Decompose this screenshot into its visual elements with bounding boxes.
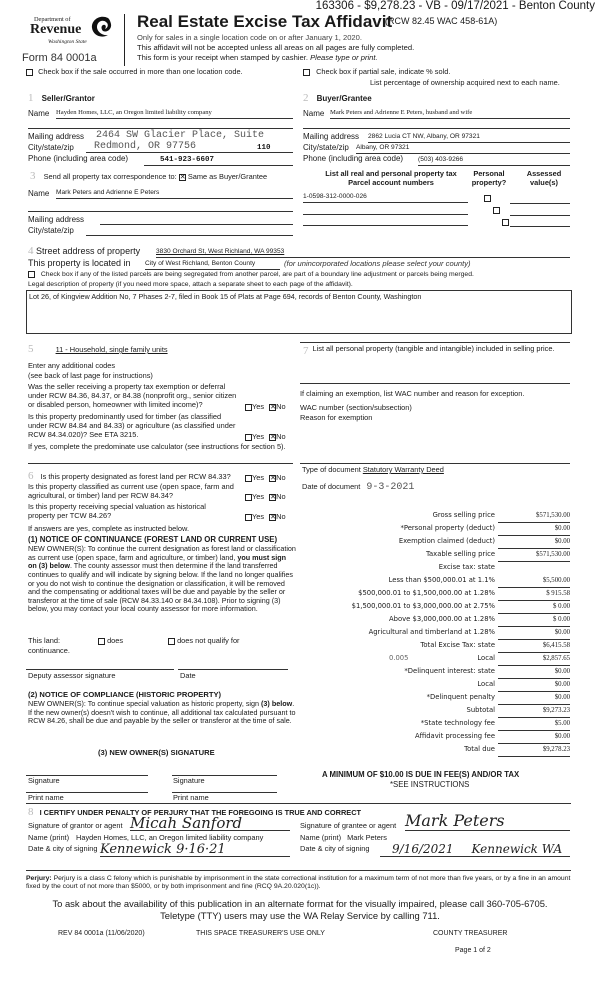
calc-label: *Delinquent penalty [426, 693, 495, 701]
section-number-3: 3 [30, 170, 36, 182]
form-revision: REV 84 0001a (11/06/2020) [58, 930, 145, 937]
does-not-qualify-checkbox[interactable] [168, 638, 175, 645]
personal-col-header-2: property? [471, 177, 507, 187]
timber-no-checkbox[interactable] [269, 434, 276, 441]
continuance-label: continuance. [28, 646, 70, 655]
notice-compliance-c: . If the new owner(s) doesn't wish to continue, all additional tax calculated pursuant to RCW 84.26, shall be due and payable by the seller or transferor at the time of sale. [28, 699, 296, 726]
assessed-col-header [515, 170, 573, 188]
perjury-text: Perjury is a class C felony which is punishable by imprisonment in the state correctional institution for a maximum term of not more than five years, or by a fine in an amount fixed by the court of not more than $5000, or by both imprisonment and fine (RCQ 9A.20.020(1c)). [26, 875, 571, 891]
exemption-reason-label: Reason for exemption [300, 413, 373, 422]
deputy-date-label: Date [180, 671, 196, 680]
calc-value[interactable]: $0.00 [554, 538, 570, 545]
personal-property-checkbox-2[interactable] [493, 207, 500, 214]
current-use-question: Is this property classified as current use (open space, farm and agricultural, or timber) land per RCW 84.34? [28, 482, 234, 500]
calc-value[interactable]: $5,500.00 [542, 577, 570, 584]
parcel-col-header [316, 170, 466, 188]
calc-row-tech-fee [300, 718, 600, 731]
assessed-value-2[interactable] [510, 215, 570, 216]
recording-stamp: 163306 - $9,278.23 - VB - 09/17/2021 - Benton County [315, 0, 595, 12]
document-type-value[interactable]: Statutory Warranty Deed [362, 465, 444, 474]
calc-label: Total due [464, 745, 495, 753]
calc-value[interactable]: $0.00 [554, 694, 570, 701]
street-address-field[interactable] [156, 248, 570, 258]
yes-label: Yes [252, 473, 265, 482]
calc-row-gross [300, 510, 600, 523]
correspondence-name-line2 [28, 211, 293, 212]
partial-sale-label: Check box if partial sale, indicate % sold. [316, 67, 451, 76]
forest-land-question: Is this property designated as forest land per RCW 84.33? [40, 472, 231, 481]
parcel-col-header-1: List all real and personal property tax [325, 169, 457, 178]
calc-row-delinquent-state [300, 666, 600, 679]
calc-value[interactable]: $9,278.23 [542, 746, 570, 753]
personal-property-checkbox-3[interactable] [502, 219, 509, 226]
legal-description-label: Legal description of property (if you need more space, attach a separate sheet to each page of the affidavit). [28, 281, 353, 288]
seller-mailing-label: Mailing address [28, 132, 85, 141]
page-indicator: Page 1 of 2 [455, 947, 491, 954]
notice-continuance-a: NEW OWNER(S): To continue the current designation as forest land or classification as current use (open space, farm and agriculture, or timber) land, [28, 544, 296, 562]
calc-row-total-state [300, 640, 600, 653]
historical-question: Is this property receiving special valuation as historical property per TCW 84.26? [28, 502, 206, 520]
correspondence-row [30, 170, 267, 183]
multi-location-label: Check box if the sale occurred in more than one location code. [38, 67, 243, 76]
timber-yes-checkbox[interactable] [245, 434, 252, 441]
calc-value[interactable]: $ 0.00 [553, 616, 570, 623]
tty-notice: Teletype (TTY) users may use the WA Relay Service by calling 711. [160, 910, 440, 921]
calc-label: Above $3,000,000.00 at 1.28% [389, 615, 495, 623]
current-use-yes-checkbox[interactable] [245, 494, 252, 501]
calc-label: $500,000.01 to $1,500,000.00 at 1.28% [358, 589, 495, 597]
seller-phone-label: Phone (including area code) [28, 154, 129, 163]
grantee-name-label: Name (print) [300, 833, 342, 842]
section-number-7: 7 [303, 345, 309, 357]
calc-row-local [300, 653, 600, 666]
document-type-label: Type of document [302, 465, 361, 474]
calc-value[interactable]: $0.00 [554, 525, 570, 532]
calc-label: Total Excise Tax: state [420, 641, 495, 649]
section7-top-divider [300, 342, 570, 343]
calc-value[interactable]: $ 915.58 [546, 590, 570, 597]
does-not-qualify-row [168, 637, 240, 646]
buyer-city-label: City/state/zip [303, 143, 349, 152]
street-address-row [28, 245, 140, 258]
no-label: No [276, 402, 286, 411]
grantee-city-value: Kennewick WA [471, 842, 563, 856]
logo-revenue: Revenue [30, 22, 82, 37]
exemption-question: Was the seller receiving a property tax exemption or deferral under RCW 84.36, 84.37, or 84.38 (nonprofit org., senior citizen or disabled person, homeowner with limited income)? [28, 382, 237, 409]
calc-label: Local [477, 680, 495, 688]
personal-property-field[interactable] [300, 383, 570, 384]
yes-label: Yes [252, 432, 265, 441]
forest-no-checkbox[interactable] [269, 475, 276, 482]
title-citation: (RCW 82.45 WAC 458-61A) [385, 16, 498, 26]
historical-yes-checkbox[interactable] [245, 514, 252, 521]
print-name-label-2: Print name [173, 793, 209, 802]
calc-value[interactable]: $571,530.00 [536, 512, 570, 519]
historical-no-checkbox[interactable] [269, 514, 276, 521]
notice-continuance-title: (1) NOTICE OF CONTINUANCE (FOREST LAND OR CURRENT USE) [28, 535, 278, 544]
notice-continuance-c: . The county assessor must then determine if the land transferred continues to qualify and will indicate by signing below. If the land no longer qualifies or you do not wish to continue the designation or classification, it will be removed and the compensating or additional taxes will be due and payable by the seller or transferor at the time of sale (RCW 84.33.140 or 84.34.108). Prior to signing (3) below, you may contact your local county assessor for more information. [28, 561, 293, 614]
calc-value[interactable]: $5.00 [554, 720, 570, 727]
multi-location-check-row [26, 68, 243, 77]
calc-row-tier2 [300, 588, 600, 601]
minimum-due-notice: A MINIMUM OF $10.00 IS DUE IN FEE(S) AND/OR TAX [322, 770, 520, 779]
calc-label: *State technology fee [420, 719, 495, 727]
calc-label: Less than $500,000.01 at 1.1% [388, 576, 495, 584]
multi-location-checkbox[interactable] [26, 69, 33, 76]
correspondence-label: Send all property tax correspondence to: [43, 172, 177, 181]
parcel-number-2[interactable] [303, 214, 468, 215]
treasurer-use-label: THIS SPACE TREASURER'S USE ONLY [196, 930, 325, 937]
located-in-label: This property is located in [28, 258, 131, 268]
signature-label-2: Signature [173, 776, 205, 785]
predominate-use-note: If yes, complete the predominate use calculator (see instructions for section 5). [28, 442, 286, 451]
new-owner-signature-title: (3) NEW OWNER(S) SIGNATURE [98, 748, 215, 757]
grantor-name-value[interactable]: Hayden Homes, LLC, an Oregon limited liability company [76, 833, 264, 842]
assessed-col-header-2: value(s) [530, 177, 558, 187]
calc-row-taxable [300, 549, 600, 562]
answers-yes-note: If answers are yes, complete as instructed below. [28, 524, 190, 533]
calc-value[interactable]: $0.00 [554, 629, 570, 636]
personal-property-checkbox-1[interactable] [484, 195, 491, 202]
page-title: Real Estate Excise Tax Affidavit [137, 12, 393, 31]
buyer-name-line2 [303, 128, 570, 129]
calc-value[interactable]: $6,415.58 [542, 642, 570, 649]
calc-value[interactable]: $571,530.00 [536, 551, 570, 558]
print-name-label-1: Print name [28, 793, 64, 802]
calc-value[interactable]: $9,273.23 [542, 707, 570, 714]
calc-label: *Delinquent interest: state [404, 667, 495, 675]
calc-value[interactable]: $0.00 [554, 733, 570, 740]
no-label: No [276, 432, 286, 441]
logo-state: Washington State [48, 39, 87, 45]
calc-label: Exemption claimed (deduct) [398, 537, 495, 545]
same-as-buyer-checkbox[interactable] [179, 174, 186, 181]
deputy-signature-line[interactable] [26, 669, 174, 670]
seller-city-value: Redmond, OR 97756 [94, 141, 197, 152]
does-qualify-row [98, 637, 123, 646]
street-address-value: 3830 Orchard St, West Richland, WA 99353 [156, 248, 285, 255]
this-land-label: This land: [28, 636, 61, 645]
calc-value[interactable]: $ 0.00 [553, 603, 570, 610]
calc-row-personal [300, 523, 600, 536]
partial-sale-check-row [303, 68, 450, 77]
seller-name-field[interactable]: Hayden Homes, LLC, an Oregon limited liability company [56, 109, 293, 119]
deputy-date-line[interactable] [178, 669, 288, 670]
historical-yes-no [245, 513, 286, 522]
grantor-date-city-field[interactable]: Kennewick 9·16·21 [100, 843, 290, 857]
grantee-name-row [300, 834, 387, 843]
yes-label: Yes [252, 512, 265, 521]
county-treasurer-label: COUNTY TREASURER [433, 930, 508, 937]
personal-property-row [303, 345, 565, 358]
notice-continuance-b: you must sign on (3) below [28, 552, 287, 571]
deputy-signature-label: Deputy assessor signature [28, 671, 116, 680]
legal-description-box[interactable]: Lot 26, of Kingview Addition No, 7 Phases 2-7, filed in Book 15 of Plats at Page 694, records of Benton County, Washington [26, 290, 572, 334]
parcel-number-1[interactable]: 1-0598-312-0000-026 [303, 193, 468, 203]
calc-row-tier1 [300, 575, 600, 588]
document-date-label: Date of document [302, 482, 361, 491]
document-date-value[interactable]: 9-3-2021 [366, 482, 415, 493]
calc-label: Local [477, 654, 495, 662]
calc-label: *Personal property (deduct) [400, 524, 495, 532]
buyer-mailing-label: Mailing address [303, 132, 360, 141]
signature-label-1: Signature [28, 776, 60, 785]
buyer-mailing-field[interactable]: 2862 Lucia CT NW, Albany, OR 97321 [368, 133, 570, 143]
timber-question: Is this property predominantly used for timber (as classified under RCW 84.84 and 84.33) or agriculture (as classified under RCW 84.34.020)? See ETA 3215. [28, 412, 236, 439]
assessed-value-3[interactable] [510, 226, 570, 227]
no-label: No [276, 473, 286, 482]
correspondence-name-label: Name [28, 189, 50, 198]
segregated-row [28, 271, 474, 279]
seller-section [28, 92, 95, 105]
perjury-notice [26, 875, 571, 891]
buyer-phone-label: Phone (including area code) [303, 154, 404, 163]
section-number-6: 6 [28, 470, 34, 482]
calc-label: Excise tax: state [438, 563, 495, 571]
seller-city-label: City/state/zip [28, 143, 74, 152]
receipt-text: This form is your receipt when stamped by cashier. [137, 53, 308, 62]
buyer-section [303, 92, 372, 105]
buyer-heading: Buyer/Grantee [316, 94, 372, 103]
calc-row-exemption [300, 536, 600, 549]
grantor-signature-label: Signature of grantor or agent [28, 821, 123, 830]
seller-name-line2 [28, 128, 293, 129]
calc-value[interactable]: $2,857.65 [542, 655, 570, 662]
grantor-signature-field[interactable]: Micah Sanford [130, 815, 290, 831]
same-as-buyer-label: Same as Buyer/Grantee [187, 172, 268, 181]
grantee-date-city-field[interactable] [380, 842, 570, 857]
exemption-yes-no [245, 403, 286, 412]
form-number: Form 84 0001a [22, 52, 97, 64]
section-number-4: 4 [28, 245, 34, 257]
notice-compliance-a: NEW OWNER(S): To continue special valuation as historic property, sign [28, 699, 260, 708]
forest-yes-checkbox[interactable] [245, 475, 252, 482]
forest-yes-no [245, 474, 286, 483]
additional-codes-label: Enter any additional codes [28, 361, 116, 370]
timber-yes-no [245, 433, 286, 442]
calc-label: Taxable selling price [425, 550, 495, 558]
grantor-date-label: Date & city of signing [28, 844, 98, 853]
notice-compliance-text [28, 700, 296, 726]
grantee-name-value[interactable]: Mark Peters [347, 833, 387, 842]
current-use-no-checkbox[interactable] [269, 494, 276, 501]
document-date-row [302, 482, 414, 494]
perjury-label: Perjury: [26, 875, 52, 882]
correspondence-mailing-label: Mailing address [28, 215, 85, 224]
header-line-1: Only for sales in a single location code on or after January 1, 2020. [137, 33, 362, 42]
seller-phone-field[interactable]: 541-923-6607 [144, 156, 293, 166]
located-in-select[interactable]: City of West Richland, Benton County [145, 260, 280, 270]
exemption-yes-checkbox[interactable] [245, 404, 252, 411]
dor-swirl-logo-icon [88, 14, 114, 40]
use-code-value[interactable]: 11 - Household, single family units [55, 345, 168, 354]
calc-row-agricultural [300, 627, 600, 640]
does-not-label: does not qualify for [177, 636, 240, 645]
section-number-8: 8 [28, 806, 34, 818]
yes-label: Yes [252, 402, 265, 411]
assessed-col-header-1: Assessed [526, 169, 562, 178]
seller-heading: Seller/Grantor [41, 94, 95, 103]
section-number-5: 5 [28, 343, 34, 355]
header-line-2: This affidavit will not be accepted unless all areas on all pages are fully completed. [137, 43, 415, 52]
segregated-label: Check box if any of the listed parcels are being segregated from another parcel, are part of a boundary line adjustment or parcels being merged. [40, 271, 474, 279]
no-label: No [276, 492, 286, 501]
calc-row-penalty [300, 692, 600, 705]
located-in-hint: (for unincorporated locations please select your county) [284, 259, 471, 268]
correspondence-city-label: City/state/zip [28, 226, 74, 235]
calc-label: Subtotal [466, 706, 495, 714]
calc-value[interactable]: $0.00 [554, 681, 570, 688]
correspondence-city-field[interactable] [86, 226, 293, 236]
calc-row-subtotal [300, 705, 600, 718]
please-type-text: Please type or print. [310, 53, 378, 62]
see-instructions: *SEE INSTRUCTIONS [390, 780, 470, 789]
section-number-1: 1 [28, 92, 34, 104]
seller-mailing-field[interactable]: 2464 SW Glacier Place, Suite [96, 130, 265, 141]
notice-compliance-title: (2) NOTICE OF COMPLIANCE (HISTORIC PROPERTY) [28, 690, 222, 699]
use-code-row [28, 343, 168, 356]
yes-label: Yes [252, 492, 265, 501]
grantee-date-label: Date & city of signing [300, 844, 370, 853]
document-type-row [302, 466, 444, 475]
parcel-number-3[interactable] [303, 225, 468, 226]
calc-label: Affidavit processing fee [415, 732, 495, 740]
seller-name-label: Name [28, 109, 50, 118]
exemption-no-checkbox[interactable] [269, 404, 276, 411]
buyer-city-field[interactable]: Albany, OR 97321 [356, 144, 570, 154]
calc-underline [498, 756, 570, 757]
calc-label: Agricultural and timberland at 1.28% [368, 628, 495, 636]
personal-property-label: List all personal property (tangible and intangible) included in selling price. [312, 344, 555, 353]
personal-col-header-1: Personal [473, 169, 505, 178]
buyer-name-label: Name [303, 109, 325, 118]
street-address-label: Street address of property [36, 246, 141, 256]
logo-dept: Department of [34, 16, 71, 23]
calc-row-excise-state-header [300, 562, 600, 575]
calc-label: $1,500,000.01 to $3,000,000.00 at 2.75% [351, 602, 495, 610]
grantee-signature-label: Signature of grantee or agent [300, 821, 397, 830]
dor-logo [30, 16, 120, 56]
no-label: No [276, 512, 286, 521]
wac-number-label: WAC number (section/subsection) [300, 403, 412, 412]
header-divider [124, 14, 125, 66]
notice-compliance-b: (3) below [261, 699, 293, 708]
grantee-signature-field[interactable]: Mark Peters [405, 811, 570, 831]
partial-sale-checkbox[interactable] [303, 69, 310, 76]
certify-top-divider [26, 803, 571, 804]
buyer-phone-field[interactable]: (503) 403-9266 [418, 156, 570, 166]
grantor-name-label: Name (print) [28, 833, 70, 842]
personal-col-header [466, 170, 512, 188]
correspondence-mailing-field[interactable] [100, 215, 293, 225]
calc-row-processing-fee [300, 731, 600, 744]
calc-row-total-due [300, 744, 600, 757]
assessed-value-1[interactable] [510, 203, 570, 204]
calc-label: Gross selling price [432, 511, 495, 519]
parcel-col-header-2: Parcel account numbers [348, 177, 434, 187]
calc-row-tier4 [300, 614, 600, 627]
notice-continuance-text [28, 545, 296, 614]
local-rate: 0.005 [389, 654, 409, 662]
section5-divider [28, 463, 293, 464]
section-number-2: 2 [303, 92, 309, 104]
grantee-date-value: 9/16/2021 [392, 842, 454, 856]
seller-suite: 110 [257, 144, 271, 152]
section7-divider [300, 463, 570, 464]
calc-row-tier3 [300, 601, 600, 614]
certify-statement: I CERTIFY UNDER PENALTY OF PERJURY THAT THE FOREGOING IS TRUE AND CORRECT [39, 808, 362, 817]
does-qualify-checkbox[interactable] [98, 638, 105, 645]
partial-sale-sub: List percentage of ownership acquired next to each name. [370, 78, 560, 87]
does-label: does [107, 636, 124, 645]
alt-format-notice: To ask about the availability of this publication in an alternate format for the visually impaired, please call 360-705-6705. [52, 898, 548, 909]
buyer-name-field[interactable]: Mark Peters and Adrienne E Peters, husband and wife [330, 109, 570, 119]
exemption-instruction: If claiming an exemption, list WAC number and reason for exception. [300, 389, 525, 398]
additional-codes-sub: (see back of last page for instructions) [28, 371, 153, 380]
calc-value[interactable]: $0.00 [554, 668, 570, 675]
correspondence-name-field[interactable]: Mark Peters and Adrienne E Peters [56, 189, 293, 199]
header-line-3 [137, 53, 378, 62]
certify-bottom-divider [26, 870, 571, 871]
segregated-checkbox[interactable] [28, 271, 35, 278]
calc-row-delinquent-local [300, 679, 600, 692]
current-use-yes-no [245, 493, 286, 502]
